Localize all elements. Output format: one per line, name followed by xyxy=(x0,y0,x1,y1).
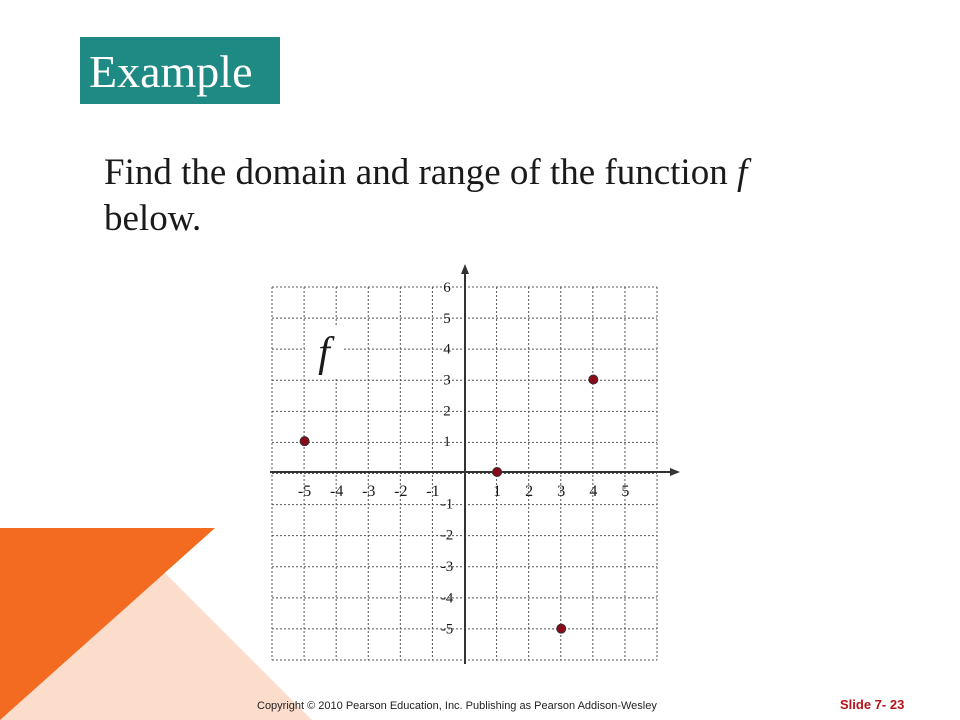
data-point xyxy=(589,375,598,384)
prompt-function-name: f xyxy=(736,152,748,193)
x-tick-label: -1 xyxy=(426,483,440,500)
x-axis-arrow xyxy=(670,468,680,476)
y-axis-arrow xyxy=(461,264,469,274)
x-tick-label: -3 xyxy=(362,483,376,500)
function-label: f xyxy=(318,330,330,376)
prompt-text: Find the domain and range of the function xyxy=(104,152,737,193)
y-tick-label: 6 xyxy=(443,280,451,296)
y-tick-label: -2 xyxy=(440,527,454,544)
slide-title: Example xyxy=(89,46,253,97)
y-tick-label: -4 xyxy=(440,590,454,607)
x-tick-label: 2 xyxy=(525,483,534,500)
prompt-text-line2: below. xyxy=(104,198,202,239)
y-tick-label: -1 xyxy=(440,496,454,513)
y-tick-label: 4 xyxy=(443,341,451,358)
y-tick-label: -3 xyxy=(440,559,454,575)
y-tick-label: 2 xyxy=(443,403,451,420)
y-tick-label: 5 xyxy=(443,310,451,327)
copyright-footer: Copyright © 2010 Pearson Education, Inc. Publishing as Pearson Addison-Wesley xyxy=(257,700,657,712)
y-tick-label: 1 xyxy=(443,434,451,451)
data-point xyxy=(300,437,309,446)
x-tick-label: 3 xyxy=(557,483,566,500)
y-tick-label: 3 xyxy=(443,372,451,389)
x-tick-label: -5 xyxy=(297,483,312,500)
x-tick-label: -2 xyxy=(394,483,408,500)
x-tick-label: 5 xyxy=(621,483,630,500)
data-point xyxy=(493,468,502,477)
y-tick-label: -5 xyxy=(440,621,454,638)
x-tick-label: 4 xyxy=(589,483,598,500)
x-tick-label: 1 xyxy=(493,483,502,500)
slide-number: Slide 7- 23 xyxy=(840,697,905,712)
data-point xyxy=(557,624,566,633)
x-tick-label: -4 xyxy=(330,483,344,500)
